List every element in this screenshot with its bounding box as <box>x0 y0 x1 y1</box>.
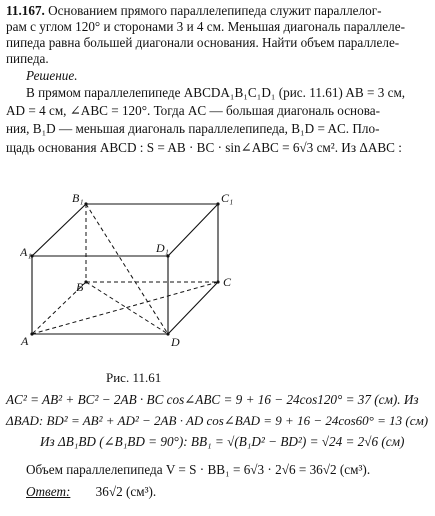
solution-line-1: В прямом параллелепипеде ABCDA₁B₁C₁D₁ (рис. 11.61) AB = 3 см, <box>26 85 406 100</box>
formula-line-4: Объем параллелепипеда V = S · BB₁ = 6√3 · 2√6 = 36√2 (см³). <box>26 462 371 477</box>
solution-heading: Решение. <box>26 68 78 83</box>
diagonal-b1d <box>86 204 168 334</box>
label-a: A <box>21 334 29 348</box>
problem-line-2: рам с углом 120° и сторонами 3 и 4 см. Меньшая диагональ параллеле- <box>6 19 405 34</box>
edge-dc <box>168 282 218 334</box>
label-b: B <box>76 280 84 294</box>
label-d1: D₁ <box>156 241 169 255</box>
answer-label: Ответ: <box>26 484 71 499</box>
label-a1: A₁ <box>20 245 32 259</box>
solution-line-4: щадь основания ABCD : S = AB · BC · sin∠ABC = 6√3 см². Из ΔABC : <box>6 140 402 155</box>
solution-line-2: AD = 4 см, ∠ABC = 120°. Тогда AC — большая диагональ основа- <box>6 103 381 118</box>
edge-b1a1 <box>32 204 86 256</box>
solid-edges <box>32 204 218 334</box>
parallelepiped-figure <box>20 186 250 356</box>
problem-line-1: Основанием прямого параллелепипеда служит параллелог- <box>48 3 382 18</box>
formula-line-1: AC² = AB² + BC² − 2AB · BC cos∠ABC = 9 + 16 − 24cos120° = 37 (см). Из <box>6 392 419 407</box>
label-c: C <box>223 275 232 289</box>
problem-line-4: пипеда. <box>6 51 49 66</box>
problem-line-3: пипеда равна большей диагонали основания. Найти объем параллеле- <box>6 35 400 50</box>
edge-c1d1 <box>168 204 218 256</box>
formula-line-3: Из ΔB₁BD (∠B₁BD = 90°): BB₁ = √(B₁D² − BD²) = √24 = 2√6 (см) <box>40 434 405 449</box>
answer-value: 36√2 (см³). <box>95 484 157 499</box>
label-d: D <box>171 335 180 349</box>
problem-number: 11.167. <box>6 3 45 18</box>
solution-line-3: ния, B₁D — меньшая диагональ параллелепипеда, B₁D = AC. Пло- <box>6 121 380 136</box>
vertex-dots <box>30 202 219 335</box>
diagonal-bd <box>86 282 168 334</box>
diagonal-ac <box>32 282 218 334</box>
label-b1: B₁ <box>72 191 84 205</box>
figure-caption: Рис. 11.61 <box>106 370 162 385</box>
label-c1: C₁ <box>221 191 234 205</box>
formula-line-2: ΔBAD: BD² = AB² + AD² − 2AB · AD cos∠BAD = 9 + 16 − 24cos60° = 13 (см) <box>6 413 429 428</box>
dashed-lines <box>32 204 218 334</box>
